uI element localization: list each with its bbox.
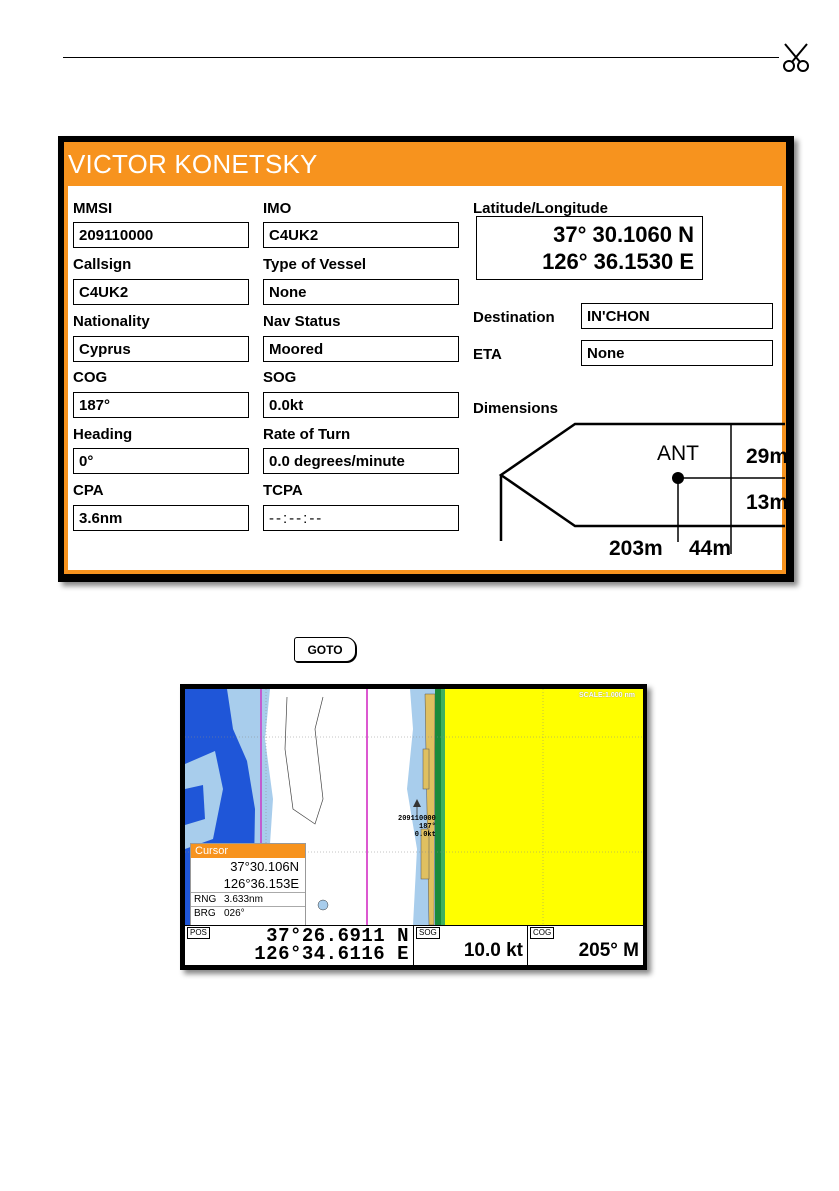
- cog-label: COG: [73, 369, 108, 386]
- cursor-info-panel: [190, 843, 306, 925]
- vessel-name: VICTOR KONETSKY: [68, 142, 782, 186]
- sog-label: SOG: [263, 369, 297, 386]
- dim-b-label: 13m: [746, 491, 789, 514]
- cursor-latitude: 37°30.106N: [230, 859, 299, 874]
- latlon-box: [476, 216, 703, 280]
- imo-label: IMO: [263, 200, 292, 217]
- vessel-details-panel: [58, 136, 794, 582]
- chartplotter-screen: [180, 684, 647, 970]
- scissors-icon: [779, 40, 815, 76]
- tcpa-label: TCPA: [263, 482, 303, 499]
- rng-value: 3.633nm: [224, 894, 263, 905]
- pos-tag: POS: [187, 927, 210, 939]
- cursor-bearing-row: [191, 906, 305, 920]
- hull-outline: [501, 424, 785, 526]
- data-bar: [185, 926, 643, 965]
- cog-readout: 205° M: [578, 940, 639, 961]
- heading-value: 0°: [73, 448, 249, 474]
- page-rule: [63, 57, 779, 58]
- goto-button[interactable]: GOTO: [294, 637, 356, 662]
- latlon-label: Latitude/Longitude: [473, 200, 608, 217]
- destination-label: Destination: [473, 309, 555, 326]
- dim-c-label: 203m: [609, 537, 663, 560]
- brg-value: 026°: [224, 908, 245, 919]
- antenna-marker: [672, 472, 684, 484]
- sog-tag: SOG: [416, 927, 440, 939]
- eta-label: ETA: [473, 346, 502, 363]
- chart-scale: SCALE:1.000 nm: [578, 692, 635, 699]
- ais-target-label: [398, 815, 436, 839]
- pos-latitude: 37°26.6911 N: [266, 925, 409, 947]
- rng-label: RNG: [194, 894, 217, 905]
- tcpa-value: --:--:--: [263, 505, 459, 531]
- ais-target-mmsi: 209110000: [398, 815, 436, 823]
- ais-target-cog: 187°: [419, 823, 436, 831]
- dim-d-label: 44m: [689, 537, 732, 560]
- cursor-longitude: 126°36.153E: [223, 876, 299, 891]
- eta-value: None: [581, 340, 773, 366]
- nav-status-label: Nav Status: [263, 313, 341, 330]
- nationality-label: Nationality: [73, 313, 150, 330]
- nautical-chart[interactable]: [185, 689, 643, 925]
- mmsi-label: MMSI: [73, 200, 113, 217]
- mmsi-value: 209110000: [73, 222, 249, 248]
- cursor-range-row: [191, 892, 305, 906]
- imo-value: C4UK2: [263, 222, 459, 248]
- sog-cell: [414, 926, 528, 965]
- antenna-label: ANT: [657, 442, 699, 465]
- dimensions-label: Dimensions: [473, 400, 559, 417]
- callsign-value: C4UK2: [73, 279, 249, 305]
- pos-longitude: 126°34.6116 E: [254, 943, 409, 965]
- rate-of-turn-label: Rate of Turn: [263, 426, 351, 443]
- ais-target-sog: 0.0kt: [414, 831, 436, 839]
- destination-value: IN'CHON: [581, 303, 773, 329]
- cog-value: 187°: [73, 392, 249, 418]
- nav-status-value: Moored: [263, 336, 459, 362]
- cpa-label: CPA: [73, 482, 104, 499]
- cpa-value: 3.6nm: [73, 505, 249, 531]
- dimensions-diagram: [485, 416, 789, 560]
- sog-value: 0.0kt: [263, 392, 459, 418]
- nationality-value: Cyprus: [73, 336, 249, 362]
- vessel-latitude: 37° 30.1060 N: [553, 222, 694, 247]
- cog-cell: [528, 926, 643, 965]
- pos-cell: [185, 926, 414, 965]
- dim-a-label: 29m: [746, 445, 789, 468]
- vessel-type-value: None: [263, 279, 459, 305]
- callsign-label: Callsign: [73, 256, 132, 273]
- cursor-title: Cursor: [191, 844, 305, 858]
- rate-of-turn-value: 0.0 degrees/minute: [263, 448, 459, 474]
- vessel-type-label: Type of Vessel: [263, 256, 367, 273]
- heading-label: Heading: [73, 426, 133, 443]
- cog-tag: COG: [530, 927, 554, 939]
- brg-label: BRG: [194, 908, 216, 919]
- vessel-longitude: 126° 36.1530 E: [542, 249, 694, 274]
- sog-readout: 10.0 kt: [463, 940, 523, 961]
